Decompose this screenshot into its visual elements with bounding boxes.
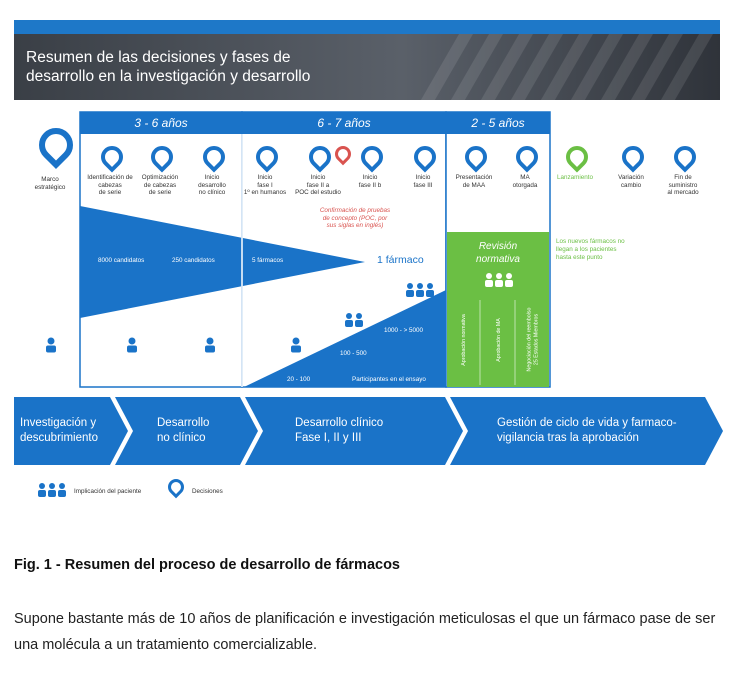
decision-label: Inicio desarrollo no clínico xyxy=(198,174,226,197)
decision-label: Optimización de cabezas de serie xyxy=(141,174,179,197)
decision-label: Inicio fase I 1º en humanos xyxy=(243,174,287,197)
decision-label: Marco estratégico xyxy=(34,176,66,191)
caption-text: - Resumen del proceso de desarrollo de fármacos xyxy=(51,557,400,573)
decision-label: Lanzamiento xyxy=(556,174,594,181)
participants-100: 100 - 500 xyxy=(340,350,367,357)
period-header-2: 6 - 7 años xyxy=(242,112,446,134)
legend-patients-label: Implicación del paciente xyxy=(74,488,142,495)
patient-group-icon xyxy=(404,282,436,298)
participants-label: Participantes en el ensayo xyxy=(352,376,426,383)
decision-label: Presentación de MAA xyxy=(455,174,493,189)
decision-label: Fin de suministro al mercado xyxy=(667,174,699,197)
description-paragraph: Supone bastante más de 10 años de planificación e investigación meticulosas el que un fármaco pase de ser una molécula a un tratamiento comercializable. xyxy=(14,611,716,653)
phase-4-label: Gestión de ciclo de vida y farmaco- vigilancia tras la aprobación xyxy=(497,417,677,444)
banner-title-line2: desarrollo en la investigación y desarrollo xyxy=(26,68,311,85)
patient-group-icon xyxy=(343,312,367,328)
funnel-candidates-8000: 8000 candidatos xyxy=(98,257,145,264)
participants-20: 20 - 100 xyxy=(287,376,311,383)
patient-group-icon xyxy=(483,272,515,288)
phase-3-label: Desarrollo clínico Fase I, II y III xyxy=(295,417,384,444)
patient-icon xyxy=(203,337,217,353)
regulatory-col2: Aprobación de MA xyxy=(496,318,502,362)
caption-prefix: Fig. 1 xyxy=(14,557,52,573)
phase-1-label: Investigación y descubrimiento xyxy=(20,417,98,444)
green-note: Los nuevos fármacos no llegan a los pacientes hasta este punto xyxy=(556,238,625,261)
patient-icon xyxy=(44,337,58,353)
decision-label: Inicio fase III xyxy=(413,174,433,189)
decision-label: Inicio fase II b xyxy=(358,174,382,189)
regulatory-col3: Negociación del reembolso 25 Estados Miembros xyxy=(526,307,539,372)
decision-label: Inicio fase II a POC del estudio xyxy=(295,174,341,197)
participants-1000: 1000 - > 5000 xyxy=(384,327,424,334)
decision-label: Variación cambio xyxy=(618,174,644,189)
banner-title-line1: Resumen de las decisiones y fases de xyxy=(26,49,291,66)
poc-note: Confirmación de pruebas de concepto (POC, por sus siglas en inglés) xyxy=(319,207,391,230)
funnel-result: 1 fármaco xyxy=(377,254,424,266)
funnel-drugs-5: 5 fármacos xyxy=(252,257,284,264)
regulatory-col1: Aprobación normativa xyxy=(461,314,467,366)
figure-caption xyxy=(14,557,400,573)
patient-icon xyxy=(125,337,139,353)
legend-patients-icon xyxy=(36,482,68,498)
decision-label: MA otorgada xyxy=(512,174,538,189)
funnel-candidates-250: 250 candidatos xyxy=(172,257,215,264)
patient-icon xyxy=(289,337,303,353)
regulatory-title: Revisión normativa xyxy=(476,241,520,265)
decision-label: Identificación de cabezas de serie xyxy=(87,174,133,197)
period-header-3: 2 - 5 años xyxy=(446,112,550,134)
period-header-1: 3 - 6 años xyxy=(80,112,242,134)
phase-2-label: Desarrollo no clínico xyxy=(157,417,210,444)
legend-decisions-label: Decisiones xyxy=(192,488,223,495)
